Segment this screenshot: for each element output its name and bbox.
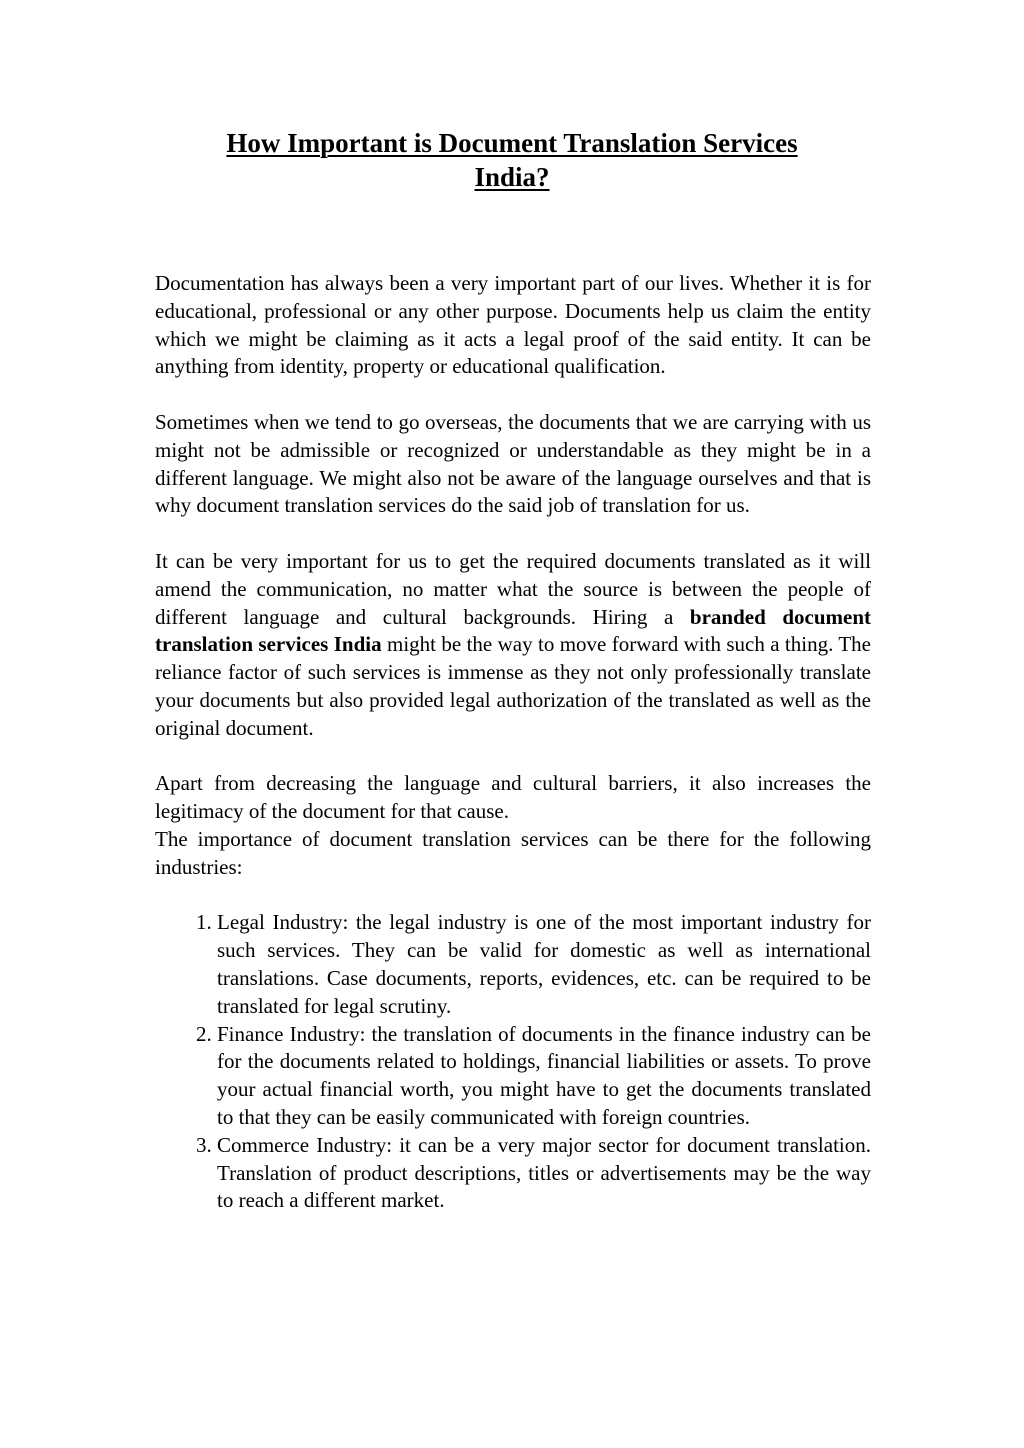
paragraph-industries-intro: The importance of document translation services can be there for the following industries: [155,826,871,879]
paragraph-importance [155,548,871,743]
paragraph-barriers: Apart from decreasing the language and cultural barriers, it also increases the legitimacy of the document for that cause. [155,771,871,824]
list-item-legal: 1. Legal Industry: the legal industry is one of the most important industry for such services. They can be valid for domestic as well as international translations. Case documents, reports, evidences, etc. can be required to be translated for legal scrutiny. [217,909,871,1020]
list-item-commerce: 3. Commerce Industry: it can be a very major sector for document translation. Translation of product descriptions, titles or advertisements may be the way to reach a different market. [217,1132,871,1215]
paragraph-importance-text-end: might be the way to move forward with such a thing. The reliance factor of such services is immense as they not only professionally translate your documents but also provided legal authorization of the translated as well as the original document. [155,632,871,740]
page-title [150,126,874,194]
title-line-2: India? [474,162,550,192]
paragraph-importance-text-start: It can be very important for us to get the required documents translated as it will amend the communication, no matter what the source is between the people of different language and cultural backgrounds. Hiring a [155,548,871,629]
industries-list [155,909,871,1215]
document-body [155,270,871,1215]
paragraph-overseas: Sometimes when we tend to go overseas, the documents that we are carrying with us might not be admissible or recognized or understandable as they might be in a different language. We might also not be aware of the language ourselves and that is why document translation services do the said job of translation for us. [155,409,871,518]
bold-keyword-phrase: branded document translation services India [155,604,872,657]
list-item-finance: 2. Finance Industry: the translation of documents in the finance industry can be for the documents related to holdings, financial liabilities or assets. To prove your actual financial worth, you might have to get the documents translated to that they can be easily communicated with foreign countries. [217,1021,871,1132]
title-line-1: How Important is Document Translation Services [226,128,798,158]
paragraph-intro: Documentation has always been a very important part of our lives. Whether it is for educational, professional or any other purpose. Documents help us claim the entity which we might be claiming as it acts a legal proof of the said entity. It can be anything from identity, property or educational qualification. [155,271,871,379]
